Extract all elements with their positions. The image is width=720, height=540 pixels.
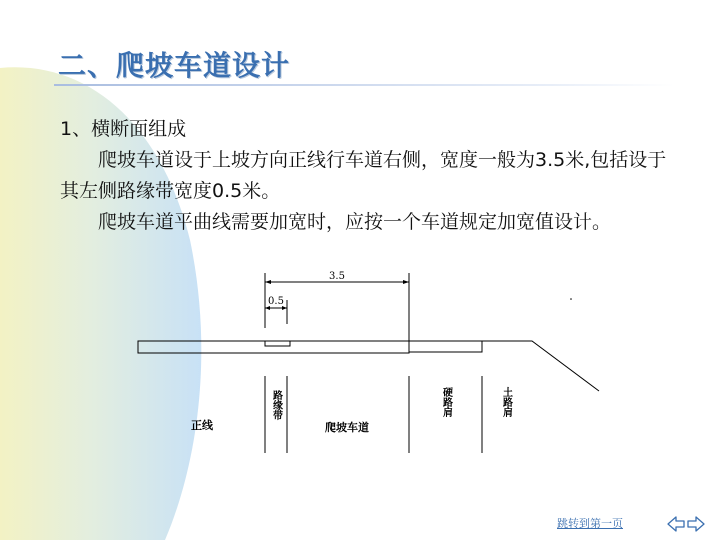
dimension-label-total: 3.5	[329, 271, 345, 282]
title-underline	[54, 84, 674, 86]
soil-shoulder-slope	[482, 341, 599, 391]
arrow-total-right	[403, 280, 409, 284]
label-mainline: 正线	[191, 419, 213, 432]
slide-title: 二、爬坡车道设计	[58, 49, 291, 82]
hard-shoulder-slab	[409, 341, 482, 352]
label-curb-strip: 路缘带	[270, 390, 282, 420]
stray-dot	[570, 298, 572, 300]
dimension-label-curb: 0.5	[268, 296, 284, 307]
cross-section-diagram	[130, 268, 610, 468]
label-soil-shoulder: 土路肩	[500, 387, 512, 417]
left-arrow-icon[interactable]	[666, 514, 686, 534]
paragraph-widening: 爬坡车道平曲线需要加宽时，应按一个车道规定加宽值设计。	[98, 211, 612, 233]
paragraph-width: 爬坡车道设于上坡方向正线行车道右侧，宽度一般为3.5米,包括设于其左侧路缘带宽度0.5米。	[60, 149, 667, 202]
section-heading: 1、横断面组成	[60, 118, 187, 140]
label-climbing-lane: 爬坡车道	[325, 421, 369, 434]
label-hard-shoulder: 硬路肩	[440, 387, 452, 417]
body-text	[60, 114, 680, 238]
arrow-total-left	[265, 280, 271, 284]
curb-strip-marking	[265, 341, 290, 346]
first-page-link[interactable]: 跳转到第一页	[557, 517, 623, 530]
right-arrow-icon[interactable]	[686, 514, 706, 534]
pavement-slab	[138, 341, 409, 353]
